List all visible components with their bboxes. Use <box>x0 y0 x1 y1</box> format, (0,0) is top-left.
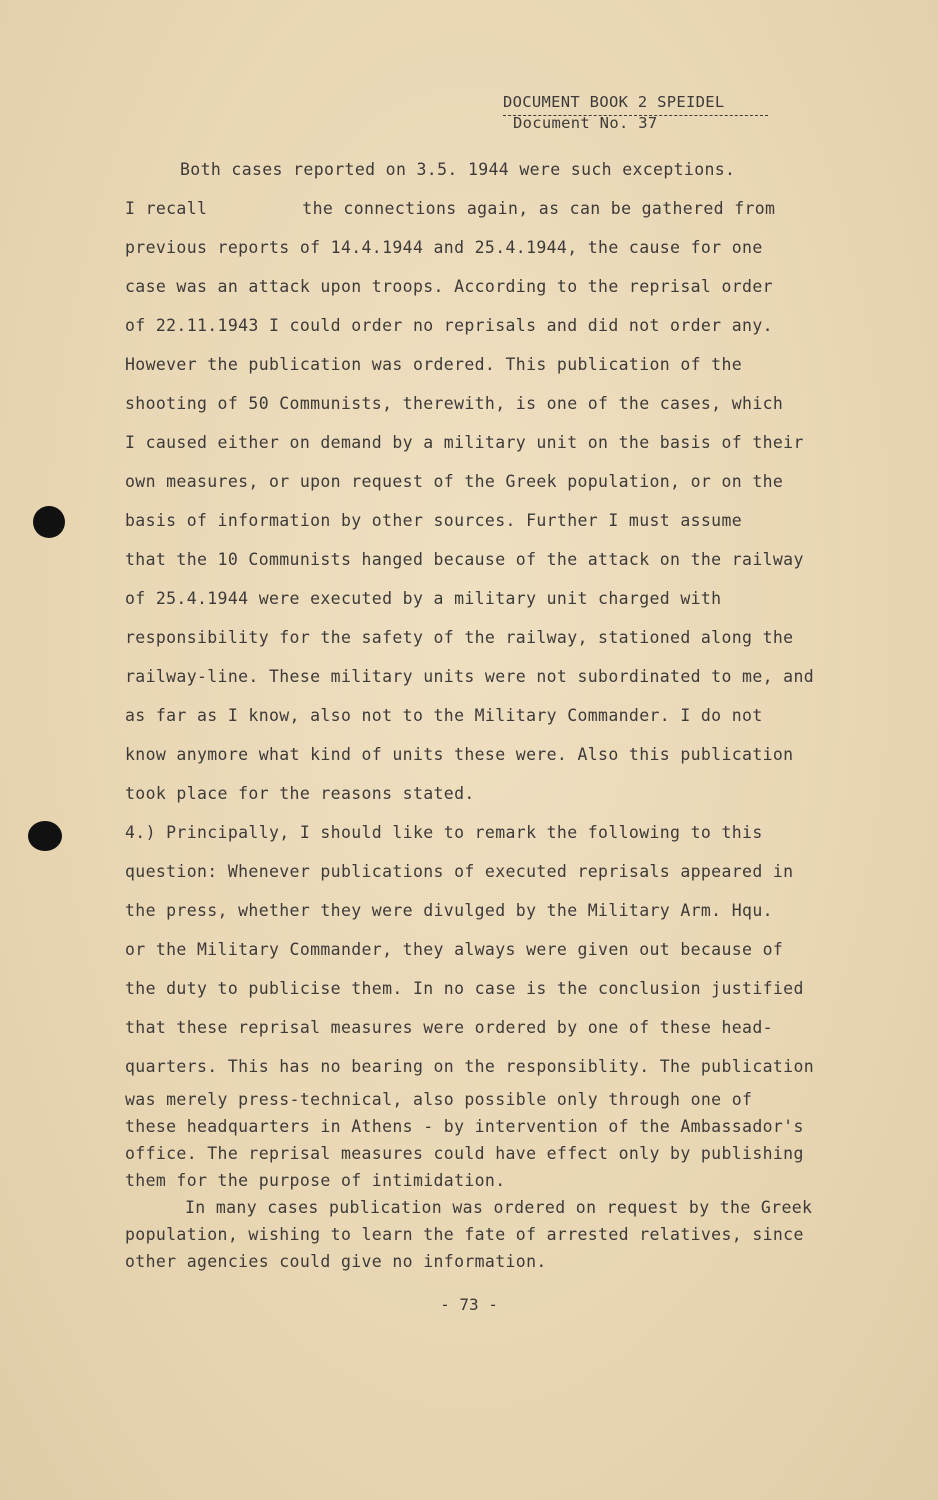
text-line <box>125 189 895 228</box>
text-line: that the 10 Communists hanged because of the attack on the railway <box>125 550 804 569</box>
punch-hole <box>28 821 62 851</box>
text-line: responsibility for the safety of the railway, stationed along the <box>125 628 794 647</box>
text-fragment: the connections again, as can be gathered from <box>302 199 776 218</box>
text-line: these headquarters in Athens - by intervention of the Ambassador's <box>125 1117 804 1136</box>
text-fragment: I recall <box>125 199 208 218</box>
text-line: quarters. This has no bearing on the responsiblity. The publication <box>125 1057 815 1076</box>
text-line: shooting of 50 Communists, therewith, is one of the cases, which <box>125 394 784 413</box>
text-line: Both cases reported on 3.5. 1944 were such exceptions. <box>180 160 736 179</box>
text-line: them for the purpose of intimidation. <box>125 1171 506 1190</box>
text-line: other agencies could give no information. <box>125 1252 547 1271</box>
text-line: was merely press-technical, also possible only through one of <box>125 1090 753 1109</box>
punch-hole <box>33 506 65 538</box>
text-line: 4.) Principally, I should like to remark the following to this <box>125 823 763 842</box>
document-book-title: DOCUMENT BOOK 2 SPEIDEL <box>503 93 725 111</box>
text-line: own measures, or upon request of the Greek population, or on the <box>125 472 784 491</box>
text-line: or the Military Commander, they always were given out because of <box>125 940 784 959</box>
text-line: However the publication was ordered. This publication of the <box>125 355 743 374</box>
text-line: question: Whenever publications of executed reprisals appeared in <box>125 862 794 881</box>
text-line: case was an attack upon troops. According to the reprisal order <box>125 277 773 296</box>
text-line: office. The reprisal measures could have effect only by publishing <box>125 1144 804 1163</box>
text-line: population, wishing to learn the fate of arrested relatives, since <box>125 1225 804 1244</box>
text-line: that these reprisal measures were ordered by one of these head- <box>125 1018 773 1037</box>
text-line: basis of information by other sources. Further I must assume <box>125 511 743 530</box>
text-line: previous reports of 14.4.1944 and 25.4.1944, the cause for one <box>125 238 763 257</box>
text-line: of 22.11.1943 I could order no reprisals and did not order any. <box>125 316 773 335</box>
document-header <box>503 93 768 132</box>
text-line: of 25.4.1944 were executed by a military unit charged with <box>125 589 722 608</box>
page-number: - 73 - <box>440 1295 498 1314</box>
text-line: I caused either on demand by a military unit on the basis of their <box>125 433 804 452</box>
document-body <box>125 150 895 1275</box>
text-line: the press, whether they were divulged by the Military Arm. Hqu. <box>125 901 773 920</box>
text-line: as far as I know, also not to the Military Commander. I do not <box>125 706 763 725</box>
text-line: railway-line. These military units were not subordinated to me, and <box>125 667 815 686</box>
text-line: In many cases publication was ordered on request by the Greek <box>185 1198 813 1217</box>
text-line: took place for the reasons stated. <box>125 784 475 803</box>
text-line: know anymore what kind of units these were. Also this publication <box>125 745 794 764</box>
document-number: Document No. 37 <box>513 114 658 132</box>
text-line: the duty to publicise them. In no case is the conclusion justified <box>125 979 804 998</box>
